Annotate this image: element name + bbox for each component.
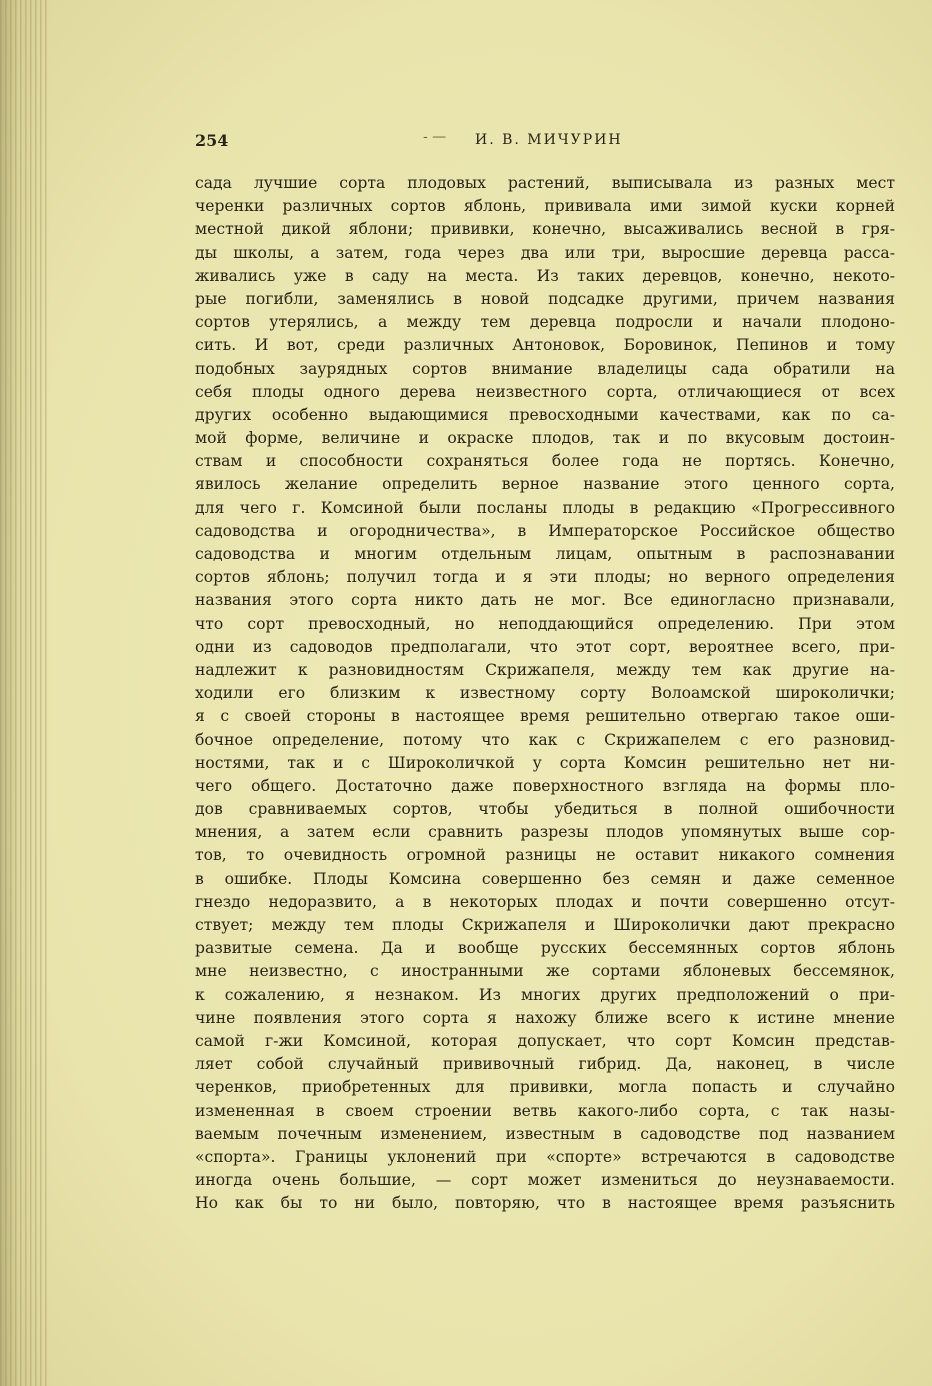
text-line: надлежит к разновидностям Скрижапеля, между тем как другие на-: [195, 660, 895, 679]
text-line: ляет собой случайный прививочный гибрид. Да, наконец, в числе: [195, 1055, 895, 1074]
text-line: ваемым почечным изменением, известным в садоводстве под названием: [195, 1124, 895, 1143]
text-line: бочное определение, потому что как с Скрижапелем с его разновид-: [195, 730, 895, 749]
text-line: чего общего. Достаточно даже поверхностного взгляда на формы пло-: [195, 776, 895, 795]
text-line: чине появления этого сорта я нахожу ближе всего к истине мнение: [195, 1008, 895, 1027]
text-line: мне неизвестно, с иностранными же сортами яблоневых бессемянок,: [195, 962, 895, 981]
text-line: Но как бы то ни было, повторяю, что в настоящее время разъяснить: [195, 1194, 895, 1213]
text-line: одни из садоводов предполагали, что этот сорт, вероятнее всего, при-: [195, 637, 895, 656]
text-line: измененная в своем строении ветвь какого-либо сорта, с так назы-: [195, 1101, 895, 1120]
text-line: мой форме, величине и окраске плодов, так и по вкусовым достоин-: [195, 429, 895, 448]
text-line: «спорта». Границы уклонений при «спорте» встречаются в садоводстве: [195, 1147, 895, 1166]
text-line: ды школы, а затем, года через два или три, выросшие деревца расса-: [195, 243, 895, 262]
text-line: дов сравниваемых сортов, чтобы убедиться в полной ошибочности: [195, 800, 895, 819]
text-line: ходили его близким к известному сорту Волоамской широколички;: [195, 684, 895, 703]
text-line: других особенно выдающимися превосходными качествами, как по са-: [195, 405, 895, 424]
text-line: что сорт превосходный, но неподдающийся определению. При этом: [195, 614, 895, 633]
text-line: ствует; между тем плоды Скрижапеля и Широколички дают прекрасно: [195, 916, 895, 934]
text-line: развитые семена. Да и вообще русских бессемянных сортов яблонь: [195, 939, 895, 958]
running-head: [195, 131, 893, 155]
text-line: гнездо недоразвито, а в некоторых плодах и почти совершенно отсут-: [195, 892, 895, 911]
page-spine-edge: [0, 0, 48, 1386]
text-line: мнения, а затем если сравнить разрезы плодов упомянутых выше сор-: [195, 823, 895, 842]
text-line: я с своей стороны в настоящее время решительно отвергаю такое оши-: [195, 707, 895, 726]
page-number: 254: [195, 131, 229, 150]
text-line: сить. И вот, среди различных Антоновок, Боровинок, Пепинов и тому: [195, 336, 895, 355]
text-line: названия этого сорта никто дать не мог. Все единогласно признавали,: [195, 591, 895, 610]
text-line: самой г-жи Комсиной, которая допускает, что сорт Комсин представ-: [195, 1031, 895, 1050]
text-line: местной дикой яблони; прививки, конечно, высаживались весной в гря-: [195, 220, 895, 239]
text-line: сада лучшие сорта плодовых растений, выписывала из разных мест: [195, 174, 895, 192]
text-line: ствам и способности сохраняться более года не портясь. Конечно,: [195, 452, 895, 471]
text-line: в ошибке. Плоды Комсина совершенно без семян и даже семенное: [195, 869, 895, 888]
text-line: садоводства и огородничества», в Императорское Российское общество: [195, 521, 895, 540]
running-head-author: И. В. МИЧУРИН: [475, 132, 623, 148]
text-line: живались уже в саду на места. Из таких деревцов, конечно, некото-: [195, 266, 895, 285]
text-line: для чего г. Комсиной были посланы плоды в редакцию «Прогрессивного: [195, 498, 895, 517]
body-text: [195, 172, 895, 1215]
text-line: явилось желание определить верное название этого ценного сорта,: [195, 475, 895, 494]
text-line: себя плоды одного дерева неизвестного сорта, отличающиеся от всех: [195, 382, 895, 401]
text-line: сортов яблонь; получил тогда и я эти плоды; но верного определения: [195, 568, 895, 587]
text-line: черенков, приобретенных для прививки, могла попасть и случайно: [195, 1078, 895, 1097]
header-dash: - —: [423, 129, 447, 145]
text-line: сортов утерялись, а между тем деревца подросли и начали плодоно-: [195, 313, 895, 332]
text-line: садоводства и многим отдельным лицам, опытным в распознавании: [195, 545, 895, 563]
text-line: черенки различных сортов яблонь, прививала ими зимой куски корней: [195, 197, 895, 216]
text-line: подобных заурядных сортов внимание владелицы сада обратили на: [195, 359, 895, 378]
text-line: к сожалению, я незнаком. Из многих других предположений о при-: [195, 985, 895, 1004]
text-line: тов, то очевидность огромной разницы не оставит никакого сомнения: [195, 846, 895, 865]
text-line: ностями, так и с Широколичкой у сорта Комсин решительно нет ни-: [195, 753, 895, 772]
text-line: рые погибли, заменялись в новой подсадке другими, причем названия: [195, 289, 895, 308]
text-line: иногда очень большие, — сорт может измениться до неузнаваемости.: [195, 1171, 895, 1190]
